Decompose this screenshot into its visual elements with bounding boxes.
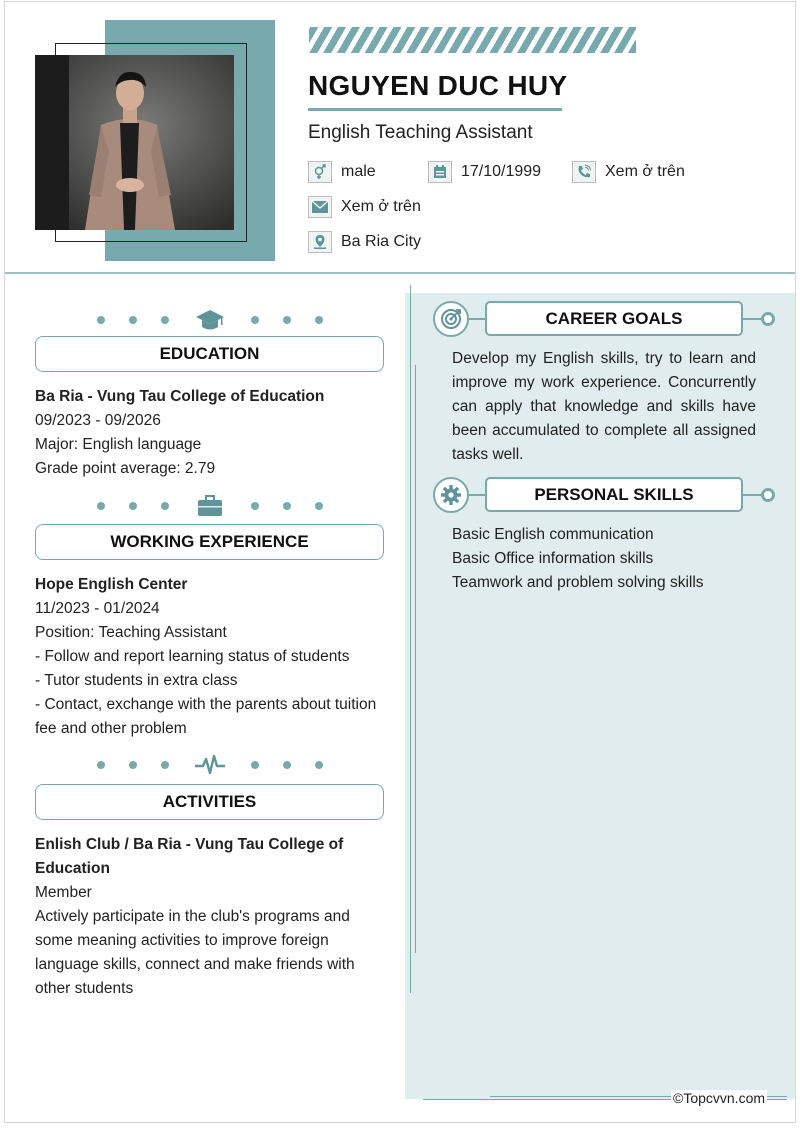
- address-value: Ba Ria City: [341, 233, 422, 250]
- calendar-icon: [428, 161, 452, 183]
- education-major: Major: English language: [35, 436, 202, 453]
- career-goals-header: [433, 301, 777, 337]
- name-underline: [308, 108, 562, 111]
- personal-skills-list: [452, 523, 756, 595]
- info-address: [308, 231, 421, 253]
- activities-description: Actively participate in the club's programs and some meaning activities to improve foreign language skills, connect and make friends with other students: [35, 908, 355, 997]
- education-decoration: [35, 306, 385, 334]
- briefcase-icon: [193, 492, 227, 520]
- skill-item: Basic Office information skills: [452, 550, 654, 567]
- info-birthday: [428, 161, 541, 183]
- email-value: Xem ở trên: [341, 198, 421, 215]
- personal-skills-header: [433, 477, 777, 513]
- career-goals-title: CAREER GOALS: [485, 301, 743, 336]
- education-period: 09/2023 - 09/2026: [35, 412, 161, 429]
- experience-decoration: [35, 492, 385, 520]
- experience-duty: - Contact, exchange with the parents about tuition fee and other problem: [35, 696, 377, 737]
- experience-period: 11/2023 - 01/2024: [35, 600, 160, 617]
- job-title: English Teaching Assistant: [308, 122, 533, 143]
- experience-duty: - Follow and report learning status of students: [35, 648, 350, 665]
- candidate-name: NGUYEN DUC HUY: [308, 70, 568, 101]
- column-divider-inner: [415, 365, 416, 953]
- gender-icon: [308, 161, 332, 183]
- email-icon: [308, 196, 332, 218]
- education-title: EDUCATION: [35, 336, 384, 372]
- target-icon: [433, 301, 469, 337]
- info-email: [308, 196, 421, 218]
- activities-role: Member: [35, 884, 92, 901]
- graduation-cap-icon: [193, 306, 227, 334]
- info-phone: [572, 161, 685, 183]
- header-stripes: [309, 27, 636, 53]
- location-icon: [308, 231, 332, 253]
- header-divider-inner: [35, 273, 713, 274]
- skill-item: Basic English communication: [452, 526, 654, 543]
- skill-item: Teamwork and problem solving skills: [452, 574, 704, 591]
- column-divider: [410, 285, 411, 993]
- activities-content: [35, 833, 385, 1001]
- copyright-text: ©Topcvvn.com: [673, 1090, 766, 1106]
- profile-photo: [35, 55, 234, 230]
- experience-title: WORKING EXPERIENCE: [35, 524, 384, 560]
- experience-position: Position: Teaching Assistant: [35, 624, 227, 641]
- birthday-value: 17/10/1999: [461, 163, 542, 180]
- career-goals-text: Develop my English skills, try to learn and improve my work experience. Concurrently can apply that knowledge and skills have been accumulated to complete all assigned tasks well.: [452, 350, 756, 463]
- cv-page: [4, 1, 796, 1123]
- gender-value: male: [341, 163, 376, 180]
- experience-company: Hope English Center: [35, 576, 188, 593]
- gear-icon: [433, 477, 469, 513]
- education-content: [35, 385, 385, 481]
- activities-title: ACTIVITIES: [35, 784, 384, 820]
- education-school: Ba Ria - Vung Tau College of Education: [35, 388, 325, 405]
- phone-icon: [572, 161, 596, 183]
- personal-skills-title: PERSONAL SKILLS: [485, 477, 743, 512]
- phone-value: Xem ở trên: [605, 163, 685, 180]
- pulse-icon: [193, 751, 227, 779]
- activities-decoration: [35, 751, 385, 779]
- info-gender: [308, 161, 376, 183]
- activities-organization: Enlish Club / Ba Ria - Vung Tau College of Education: [35, 836, 344, 877]
- education-gpa: Grade point average: 2.79: [35, 460, 216, 477]
- experience-content: [35, 573, 385, 741]
- experience-duty: - Tutor students in extra class: [35, 672, 238, 689]
